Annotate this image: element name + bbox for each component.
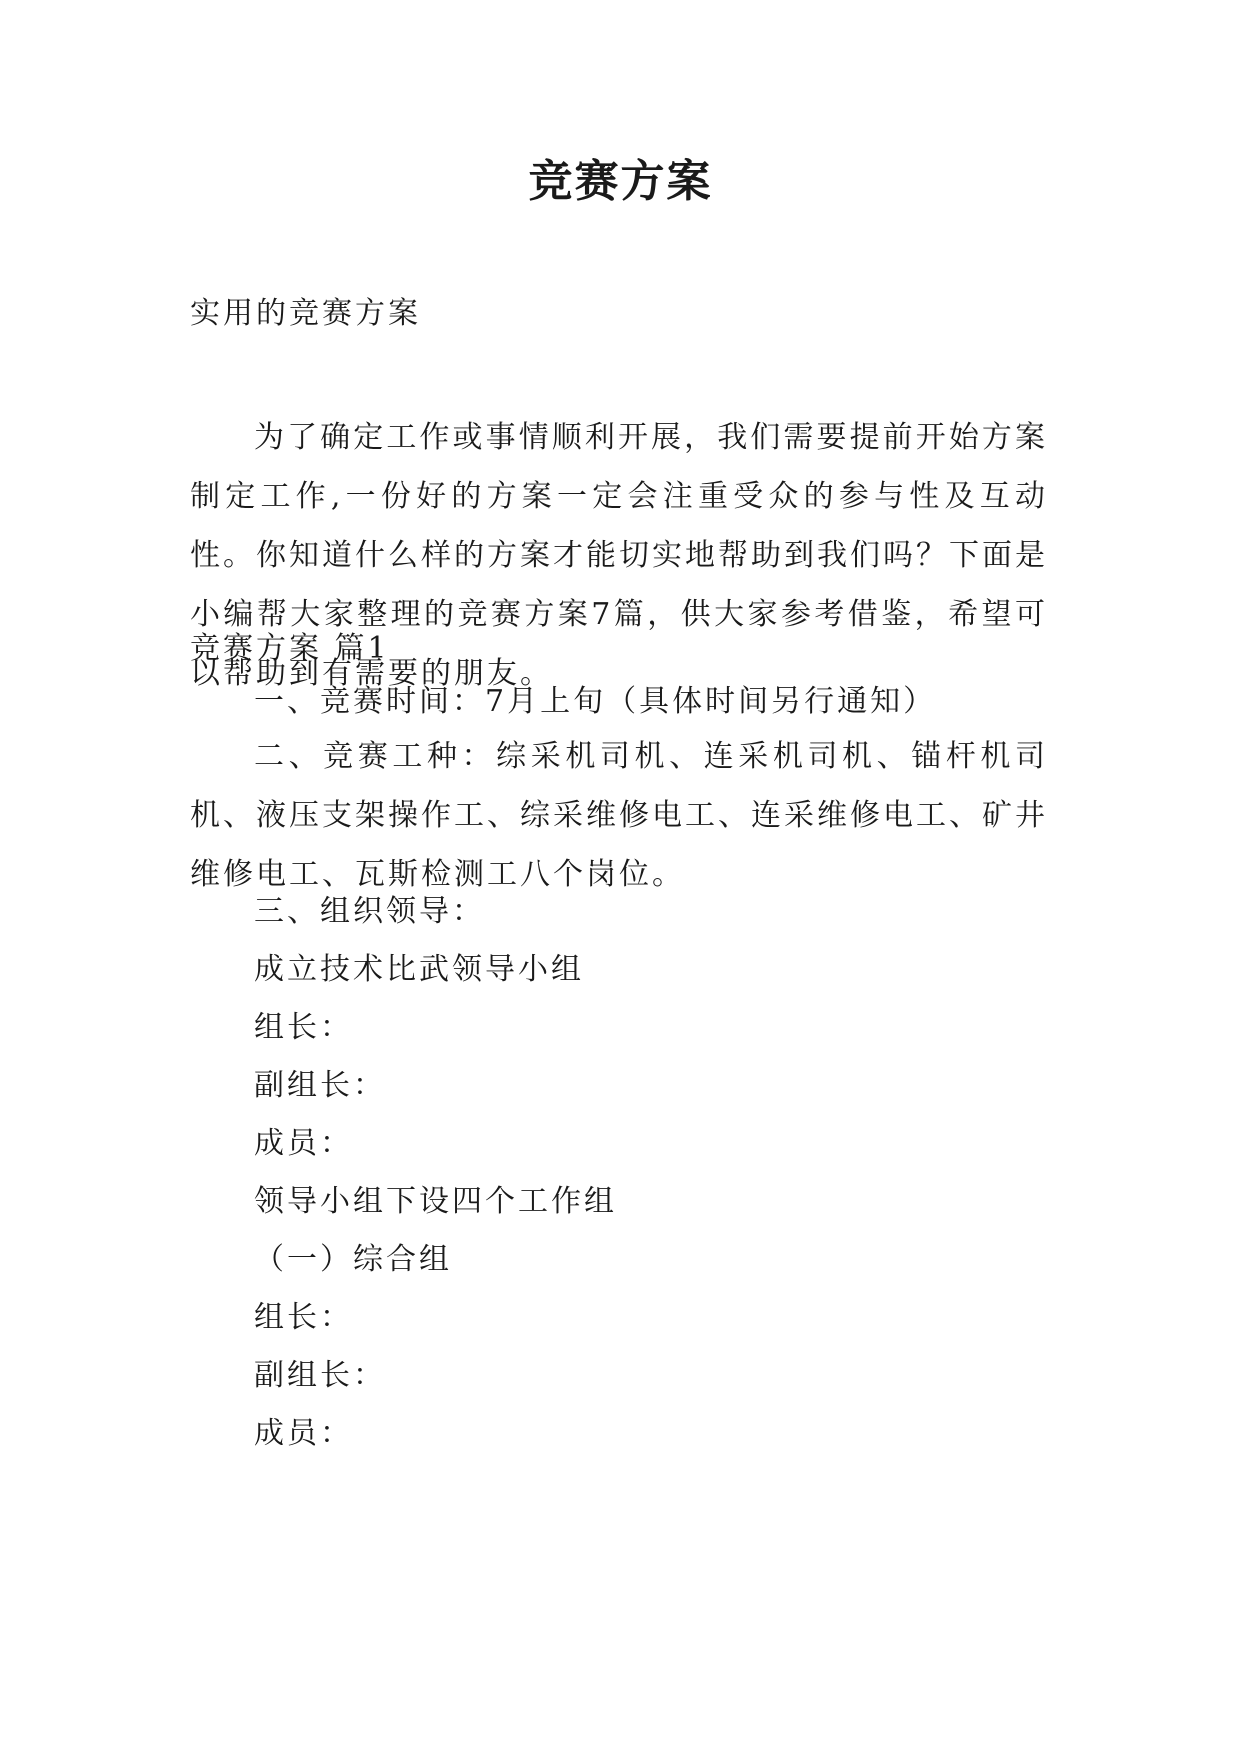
document-subtitle: 实用的竞赛方案 [190, 296, 421, 331]
working-groups-text: 领导小组下设四个工作组 [254, 1184, 617, 1219]
group1-leader-label: 组长： [254, 1300, 353, 1335]
section-heading: 竞赛方案 篇1 [190, 631, 390, 666]
members-label: 成员： [254, 1126, 353, 1161]
intro-paragraph: 为了确定工作或事情顺利开展，我们需要提前开始方案制定工作,一份好的方案一定会注重受众的参与性及互动性。你知道什么样的方案才能切实地帮助到我们吗？下面是小编帮大家整理的竞赛方案7篇，供大家参考借鉴，希望可以帮助到有需要的朋友。 [190, 420, 1048, 691]
group1-deputy-label: 副组长： [254, 1358, 386, 1393]
competition-time: 一、竞赛时间：7月上旬（具体时间另行通知） [254, 684, 937, 719]
document-title: 竞赛方案 [528, 156, 713, 207]
leader-label: 组长： [254, 1010, 353, 1045]
competition-jobs: 二、竞赛工种：综采机司机、连采机司机、锚杆机司机、液压支架操作工、综采维修电工、连采维修电工、矿井维修电工、瓦斯检测工八个岗位。 [190, 739, 1048, 892]
organization-heading: 三、组织领导： [254, 894, 485, 929]
deputy-leader-label: 副组长： [254, 1068, 386, 1103]
group1-title: （一）综合组 [254, 1242, 452, 1277]
group1-members-label: 成员： [254, 1416, 353, 1451]
leadership-group: 成立技术比武领导小组 [254, 952, 584, 987]
